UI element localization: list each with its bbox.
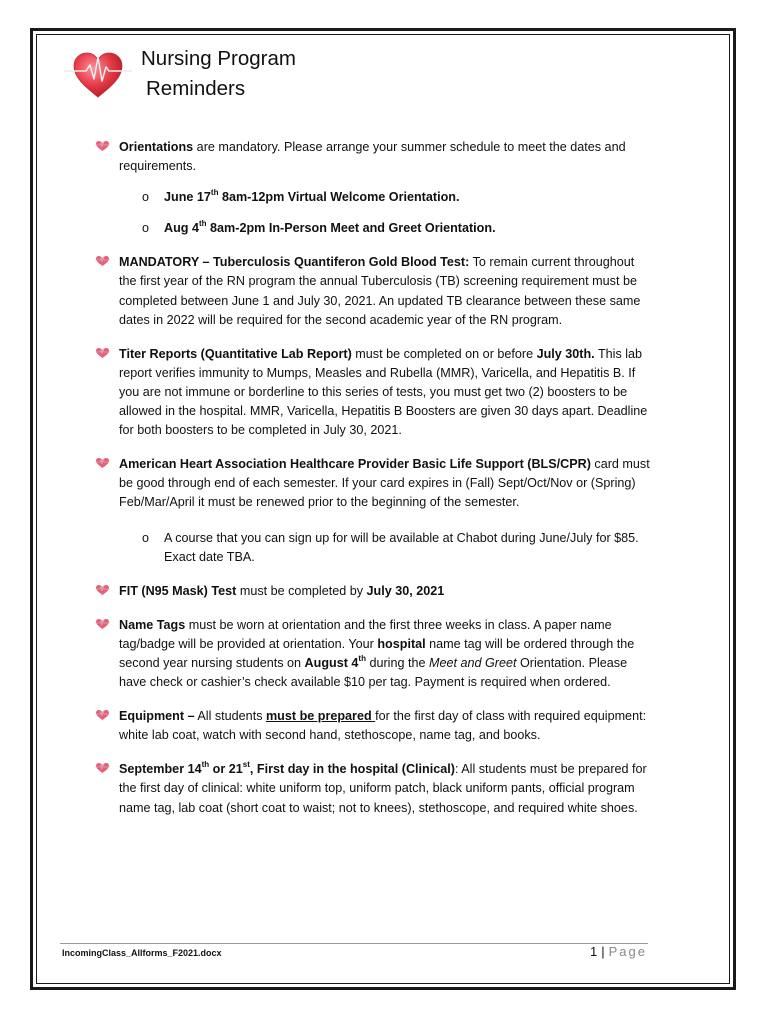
heart-bullet-icon bbox=[95, 347, 110, 359]
item-text: for the first day of class with required equipment: white lab coat, watch with second hand, stethoscope, name tag, and books. bbox=[119, 709, 647, 743]
heart-bullet-icon bbox=[95, 457, 110, 469]
heart-ekg-icon bbox=[62, 45, 134, 101]
sub-item-aug-orientation bbox=[119, 219, 654, 238]
heart-bullet-icon bbox=[95, 762, 110, 774]
item-heading: FIT (N95 Mask) Test bbox=[119, 583, 237, 598]
item-text: must be worn at orientation and the first three weeks in class. A paper name tag/badge will be provided at orientation. Your bbox=[119, 617, 612, 651]
title-line-2: Reminders bbox=[146, 77, 246, 100]
list-item-fit-test bbox=[119, 582, 654, 601]
sub-item-date: Aug 4 bbox=[164, 221, 199, 236]
item-heading: Orientations bbox=[119, 140, 194, 154]
item-italic: Meet and Greet bbox=[428, 655, 517, 670]
ordinal-suffix: th bbox=[358, 653, 366, 663]
circle-bullet-icon: o bbox=[142, 190, 150, 205]
page-separator: | bbox=[601, 944, 605, 959]
item-heading: , First day in the hospital (Clinical) bbox=[249, 762, 455, 777]
item-text: card must be good through end of each semester. If your card expires in (Fall) Sept/Oct/Nov or (Spring) Feb/Mar/April it must be renewed prior to the beginning of the semester. bbox=[119, 457, 650, 510]
heart-bullet-icon bbox=[95, 584, 110, 596]
list-item-orientations bbox=[119, 138, 654, 238]
sub-item-text: 8am-2pm In-Person Meet and Greet Orientation. bbox=[206, 221, 496, 236]
heart-bullet-icon bbox=[95, 618, 110, 630]
item-text: name tag will be ordered through the second year nursing students on bbox=[119, 636, 635, 670]
heart-bullet-icon bbox=[95, 709, 110, 721]
footer-page-number bbox=[590, 944, 647, 959]
footer-divider bbox=[60, 943, 648, 944]
item-text: are mandatory. Please arrange your summer schedule to meet the dates and requirements. bbox=[119, 140, 626, 174]
item-text: during the bbox=[365, 655, 429, 670]
list-item-tb-test bbox=[119, 253, 654, 329]
heart-bullet-icon bbox=[95, 140, 110, 152]
item-text: All students bbox=[194, 709, 266, 724]
list-item-titer-reports bbox=[119, 345, 654, 440]
ordinal-suffix: st bbox=[242, 760, 250, 770]
reminders-list bbox=[119, 138, 654, 833]
sub-item-course bbox=[119, 529, 654, 567]
item-text: Orientation. Please have check or cashier’s check available $10 per tag. Payment is required when ordered. bbox=[119, 655, 628, 690]
sub-item-june-orientation bbox=[119, 188, 654, 207]
document-title bbox=[141, 44, 296, 104]
ordinal-suffix: th bbox=[201, 760, 210, 770]
item-underline: must be prepared bbox=[265, 709, 376, 724]
item-text: must be completed by bbox=[236, 583, 367, 598]
page-label: Page bbox=[608, 944, 647, 959]
list-item-clinical-start bbox=[119, 760, 654, 817]
item-text: To remain current throughout the first year of the RN program the annual Tuberculosis (TB) screening requirement must be completed between June 1 and July 30, 2021. An updated TB clearance between these same dates in 2022 will be required for the second academic year of the RN program. bbox=[119, 255, 641, 327]
sub-item-date: June 17 bbox=[164, 190, 211, 205]
list-item-name-tags bbox=[119, 616, 654, 692]
sub-item-text: A course that you can sign up for will be available at Chabot during June/July for $85. Exact date TBA. bbox=[164, 530, 639, 564]
ordinal-suffix: th bbox=[198, 219, 207, 229]
heart-bullet-icon bbox=[95, 255, 110, 267]
ordinal-suffix: th bbox=[210, 188, 219, 197]
item-deadline: July 30, 2021 bbox=[366, 583, 445, 598]
title-line-1: Nursing Program bbox=[141, 47, 296, 70]
item-text-rest: This lab report verifies immunity to Mumps, Measles and Rubella (MMR), Varicella, and Hepatitis B. If you are not immune or borderline to this series of tests, you must get two (2) boosters to be allowed in the hospital. MMR, Varicella, Hepatitis B Boosters are given 30 days apart. Deadline for both boosters to be completed in July 30, 2021. bbox=[119, 346, 648, 438]
item-heading: Equipment – bbox=[119, 709, 195, 724]
circle-bullet-icon: o bbox=[142, 221, 150, 236]
sub-item-text: 8am-12pm Virtual Welcome Orientation. bbox=[218, 190, 460, 205]
list-item-bls-cpr bbox=[119, 455, 654, 566]
list-item-equipment bbox=[119, 707, 654, 745]
item-text: : All students must be prepared for the first day of clinical: white uniform top, uniform patch, black uniform pants, official program name tag, lab coat (short coat to waist; not to knees), stethoscope, and required white shoes. bbox=[119, 762, 647, 815]
circle-bullet-icon: o bbox=[142, 530, 150, 545]
item-heading: MANDATORY – Tuberculosis Quantiferon Gold Blood Test: bbox=[119, 255, 470, 270]
item-deadline: July 30th. bbox=[536, 346, 595, 361]
item-heading: American Heart Association Healthcare Provider Basic Life Support (BLS/CPR) bbox=[119, 457, 591, 472]
item-heading: Name Tags bbox=[119, 617, 186, 632]
item-date: or 21 bbox=[209, 762, 243, 777]
item-date: August 4 bbox=[304, 655, 359, 670]
item-emphasis: hospital bbox=[377, 636, 426, 651]
item-heading: Titer Reports (Quantitative Lab Report) bbox=[119, 346, 352, 361]
footer-filename: IncomingClass_Allforms_F2021.docx bbox=[62, 948, 222, 958]
item-date: September 14 bbox=[119, 762, 202, 777]
item-text: must be completed on or before bbox=[351, 346, 537, 361]
page-number: 1 bbox=[590, 944, 598, 959]
